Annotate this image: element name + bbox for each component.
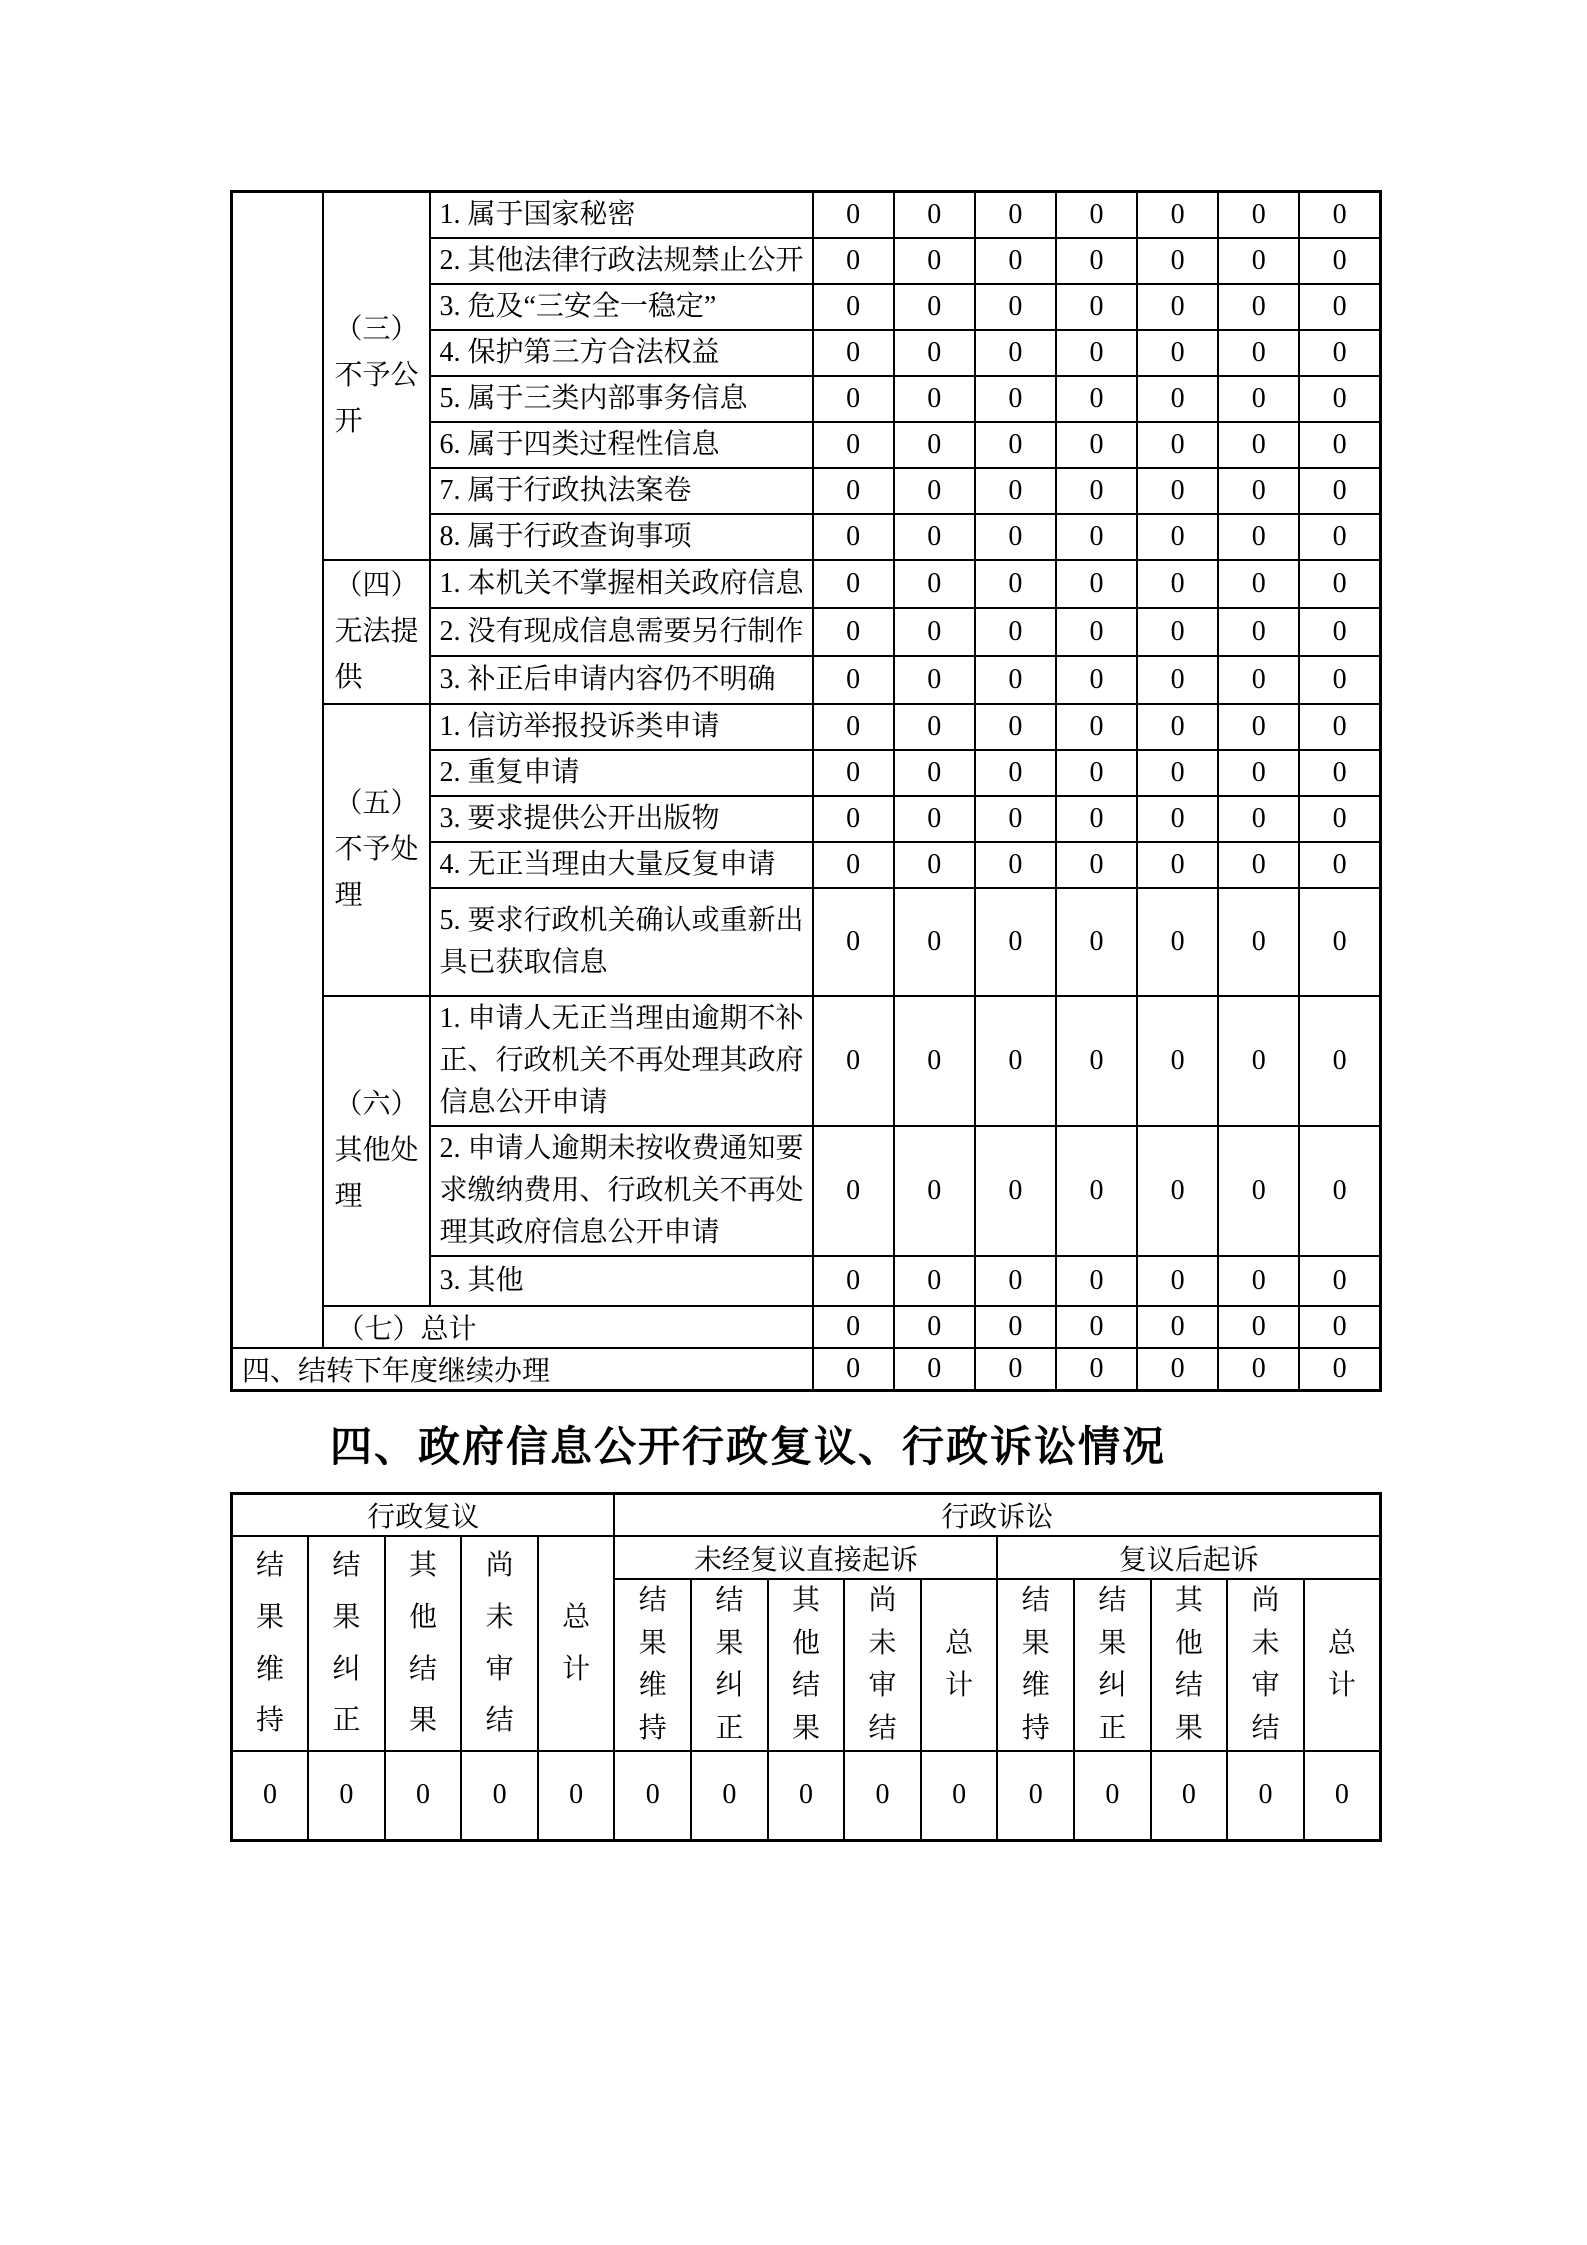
value-cell: 0 bbox=[614, 1751, 691, 1840]
table-row bbox=[232, 1536, 1381, 1579]
table-row bbox=[232, 704, 1381, 750]
column-label: 结果维持 bbox=[1021, 1585, 1050, 1744]
item-cell: 3. 要求提供公开出版物 bbox=[430, 796, 813, 842]
value-cell: 0 bbox=[1218, 468, 1299, 514]
value-cell: 0 bbox=[1056, 468, 1137, 514]
column-label-cell bbox=[385, 1536, 462, 1751]
item-cell: 6. 属于四类过程性信息 bbox=[430, 422, 813, 468]
value-cell: 0 bbox=[975, 192, 1056, 239]
value-cell: 0 bbox=[1137, 1256, 1218, 1306]
column-label: 尚未审结 bbox=[485, 1550, 514, 1737]
column-label: 总计 bbox=[1327, 1627, 1356, 1702]
column-label: 结果纠正 bbox=[715, 1585, 744, 1744]
value-cell: 0 bbox=[1218, 1306, 1299, 1348]
value-cell: 0 bbox=[894, 608, 975, 656]
value-cell: 0 bbox=[1218, 238, 1299, 284]
value-cell: 0 bbox=[1218, 750, 1299, 796]
value-cell: 0 bbox=[1056, 796, 1137, 842]
values-row bbox=[232, 1751, 1381, 1840]
value-cell: 0 bbox=[1137, 376, 1218, 422]
value-cell: 0 bbox=[1218, 996, 1299, 1126]
column-label-cell bbox=[691, 1579, 768, 1751]
value-cell: 0 bbox=[894, 1126, 975, 1256]
column-label: 其他结果 bbox=[791, 1585, 820, 1744]
review-header-cell: 行政复议 bbox=[232, 1494, 615, 1537]
value-cell: 0 bbox=[975, 560, 1056, 608]
column-label-cell bbox=[768, 1579, 845, 1751]
value-cell: 0 bbox=[1056, 560, 1137, 608]
value-cell: 0 bbox=[894, 514, 975, 560]
value-cell: 0 bbox=[1299, 656, 1380, 704]
value-cell: 0 bbox=[813, 376, 894, 422]
total-row bbox=[232, 1306, 1381, 1348]
value-cell: 0 bbox=[894, 704, 975, 750]
value-cell: 0 bbox=[894, 192, 975, 239]
value-cell: 0 bbox=[1056, 238, 1137, 284]
value-cell: 0 bbox=[975, 284, 1056, 330]
value-cell: 0 bbox=[1299, 422, 1380, 468]
item-cell: 4. 保护第三方合法权益 bbox=[430, 330, 813, 376]
value-cell: 0 bbox=[1056, 330, 1137, 376]
value-cell: 0 bbox=[813, 842, 894, 888]
value-cell: 0 bbox=[975, 996, 1056, 1126]
value-cell: 0 bbox=[1137, 1306, 1218, 1348]
item-cell: 5. 属于三类内部事务信息 bbox=[430, 376, 813, 422]
value-cell: 0 bbox=[1137, 750, 1218, 796]
value-cell: 0 bbox=[1137, 1126, 1218, 1256]
value-cell: 0 bbox=[1137, 238, 1218, 284]
value-cell: 0 bbox=[975, 468, 1056, 514]
value-cell: 0 bbox=[813, 422, 894, 468]
value-cell: 0 bbox=[813, 238, 894, 284]
value-cell: 0 bbox=[1218, 330, 1299, 376]
value-cell: 0 bbox=[1137, 192, 1218, 239]
value-cell: 0 bbox=[813, 192, 894, 239]
value-cell: 0 bbox=[813, 1256, 894, 1306]
value-cell: 0 bbox=[1056, 1348, 1137, 1391]
value-cell: 0 bbox=[1056, 422, 1137, 468]
value-cell: 0 bbox=[975, 376, 1056, 422]
value-cell: 0 bbox=[975, 1126, 1056, 1256]
item-cell: 4. 无正当理由大量反复申请 bbox=[430, 842, 813, 888]
table-row bbox=[232, 996, 1381, 1126]
item-cell: 1. 信访举报投诉类申请 bbox=[430, 704, 813, 750]
value-cell: 0 bbox=[1218, 284, 1299, 330]
value-cell: 0 bbox=[1218, 608, 1299, 656]
value-cell: 0 bbox=[1218, 422, 1299, 468]
value-cell: 0 bbox=[1299, 888, 1380, 996]
value-cell: 0 bbox=[1137, 468, 1218, 514]
value-cell: 0 bbox=[813, 330, 894, 376]
value-cell: 0 bbox=[1056, 750, 1137, 796]
value-cell: 0 bbox=[1218, 1126, 1299, 1256]
value-cell: 0 bbox=[232, 1751, 309, 1840]
value-cell: 0 bbox=[308, 1751, 385, 1840]
value-cell: 0 bbox=[975, 422, 1056, 468]
value-cell: 0 bbox=[1299, 238, 1380, 284]
column-label: 结果纠正 bbox=[1098, 1585, 1127, 1744]
value-cell: 0 bbox=[975, 1348, 1056, 1391]
category-cell: （三）不予公开 bbox=[323, 192, 430, 561]
item-cell: 3. 其他 bbox=[430, 1256, 813, 1306]
value-cell: 0 bbox=[1299, 560, 1380, 608]
column-label-cell bbox=[1074, 1579, 1151, 1751]
value-cell: 0 bbox=[1299, 1306, 1380, 1348]
item-cell: 2. 重复申请 bbox=[430, 750, 813, 796]
value-cell: 0 bbox=[461, 1751, 538, 1840]
item-cell: 2. 申请人逾期未按收费通知要求缴纳费用、行政机关不再处理其政府信息公开申请 bbox=[430, 1126, 813, 1256]
category-cell: （四）无法提供 bbox=[323, 560, 430, 704]
value-cell: 0 bbox=[1056, 656, 1137, 704]
value-cell: 0 bbox=[1137, 1348, 1218, 1391]
value-cell: 0 bbox=[1299, 330, 1380, 376]
value-cell: 0 bbox=[894, 560, 975, 608]
value-cell: 0 bbox=[1299, 376, 1380, 422]
column-label: 结果纠正 bbox=[332, 1550, 361, 1737]
value-cell: 0 bbox=[894, 996, 975, 1126]
value-cell: 0 bbox=[1056, 376, 1137, 422]
table-row bbox=[232, 560, 1381, 608]
value-cell: 0 bbox=[1218, 192, 1299, 239]
value-cell: 0 bbox=[1299, 996, 1380, 1126]
value-cell: 0 bbox=[813, 996, 894, 1126]
value-cell: 0 bbox=[894, 888, 975, 996]
value-cell: 0 bbox=[1056, 996, 1137, 1126]
item-cell: 2. 没有现成信息需要另行制作 bbox=[430, 608, 813, 656]
value-cell: 0 bbox=[1056, 1256, 1137, 1306]
value-cell: 0 bbox=[813, 704, 894, 750]
value-cell: 0 bbox=[894, 796, 975, 842]
review-litigation-table-body bbox=[232, 1494, 1381, 1841]
column-label-cell bbox=[844, 1579, 921, 1751]
value-cell: 0 bbox=[768, 1751, 845, 1840]
value-cell: 0 bbox=[975, 750, 1056, 796]
value-cell: 0 bbox=[1218, 704, 1299, 750]
value-cell: 0 bbox=[894, 656, 975, 704]
value-cell: 0 bbox=[975, 796, 1056, 842]
value-cell: 0 bbox=[1056, 1306, 1137, 1348]
value-cell: 0 bbox=[894, 376, 975, 422]
value-cell: 0 bbox=[1151, 1751, 1228, 1840]
value-cell: 0 bbox=[813, 468, 894, 514]
value-cell: 0 bbox=[975, 330, 1056, 376]
column-label: 总计 bbox=[945, 1627, 974, 1702]
item-cell: 1. 申请人无正当理由逾期不补正、行政机关不再处理其政府信息公开申请 bbox=[430, 996, 813, 1126]
value-cell: 0 bbox=[1056, 608, 1137, 656]
value-cell: 0 bbox=[385, 1751, 462, 1840]
column-label-cell bbox=[232, 1536, 309, 1751]
value-cell: 0 bbox=[921, 1751, 998, 1840]
applications-processing-table bbox=[230, 190, 1382, 1392]
value-cell: 0 bbox=[1218, 1256, 1299, 1306]
value-cell: 0 bbox=[997, 1751, 1074, 1840]
column-label: 其他结果 bbox=[408, 1550, 437, 1737]
value-cell: 0 bbox=[1299, 284, 1380, 330]
value-cell: 0 bbox=[975, 842, 1056, 888]
value-cell: 0 bbox=[975, 1256, 1056, 1306]
item-cell: 3. 补正后申请内容仍不明确 bbox=[430, 656, 813, 704]
column-label-cell bbox=[1151, 1579, 1228, 1751]
item-cell: 3. 危及“三安全一稳定” bbox=[430, 284, 813, 330]
value-cell: 0 bbox=[1137, 284, 1218, 330]
value-cell: 0 bbox=[1299, 1348, 1380, 1391]
value-cell: 0 bbox=[1137, 704, 1218, 750]
value-cell: 0 bbox=[1218, 514, 1299, 560]
value-cell: 0 bbox=[813, 796, 894, 842]
value-cell: 0 bbox=[894, 468, 975, 514]
value-cell: 0 bbox=[1218, 796, 1299, 842]
value-cell: 0 bbox=[1056, 514, 1137, 560]
value-cell: 0 bbox=[813, 560, 894, 608]
value-cell: 0 bbox=[894, 284, 975, 330]
carryover-row-label-cell: 四、结转下年度继续办理 bbox=[232, 1348, 813, 1391]
value-cell: 0 bbox=[1299, 1256, 1380, 1306]
value-cell: 0 bbox=[813, 888, 894, 996]
value-cell: 0 bbox=[894, 750, 975, 796]
value-cell: 0 bbox=[1137, 888, 1218, 996]
value-cell: 0 bbox=[813, 1306, 894, 1348]
value-cell: 0 bbox=[813, 514, 894, 560]
item-cell: 5. 要求行政机关确认或重新出具已获取信息 bbox=[430, 888, 813, 996]
value-cell: 0 bbox=[1299, 192, 1380, 239]
value-cell: 0 bbox=[1056, 888, 1137, 996]
value-cell: 0 bbox=[894, 1306, 975, 1348]
column-label: 其他结果 bbox=[1174, 1585, 1203, 1744]
table-row bbox=[232, 1494, 1381, 1537]
item-cell: 8. 属于行政查询事项 bbox=[430, 514, 813, 560]
direct-suit-header-cell: 未经复议直接起诉 bbox=[614, 1536, 997, 1579]
value-cell: 0 bbox=[975, 656, 1056, 704]
value-cell: 0 bbox=[1056, 842, 1137, 888]
column-label: 结果维持 bbox=[256, 1550, 285, 1737]
value-cell: 0 bbox=[1137, 330, 1218, 376]
value-cell: 0 bbox=[1299, 608, 1380, 656]
column-label-cell bbox=[1304, 1579, 1381, 1751]
value-cell: 0 bbox=[1218, 560, 1299, 608]
value-cell: 0 bbox=[1056, 192, 1137, 239]
value-cell: 0 bbox=[1218, 842, 1299, 888]
value-cell: 0 bbox=[813, 608, 894, 656]
litigation-header-cell: 行政诉讼 bbox=[614, 1494, 1380, 1537]
value-cell: 0 bbox=[894, 1348, 975, 1391]
value-cell: 0 bbox=[975, 888, 1056, 996]
category-cell: （五）不予处理 bbox=[323, 704, 430, 996]
column-label: 尚未审结 bbox=[868, 1585, 897, 1744]
value-cell: 0 bbox=[1218, 656, 1299, 704]
column-label-cell bbox=[997, 1579, 1074, 1751]
value-cell: 0 bbox=[1137, 842, 1218, 888]
value-cell: 0 bbox=[813, 656, 894, 704]
column-label: 结果维持 bbox=[638, 1585, 667, 1744]
value-cell: 0 bbox=[813, 284, 894, 330]
value-cell: 0 bbox=[1227, 1751, 1304, 1840]
column-label-cell bbox=[308, 1536, 385, 1751]
value-cell: 0 bbox=[1137, 608, 1218, 656]
value-cell: 0 bbox=[1137, 996, 1218, 1126]
section-heading: 四、政府信息公开行政复议、行政诉讼情况 bbox=[330, 1423, 1167, 1470]
value-cell: 0 bbox=[975, 514, 1056, 560]
review-litigation-table bbox=[230, 1492, 1382, 1842]
value-cell: 0 bbox=[1056, 284, 1137, 330]
value-cell: 0 bbox=[1299, 796, 1380, 842]
value-cell: 0 bbox=[1137, 514, 1218, 560]
value-cell: 0 bbox=[1299, 750, 1380, 796]
value-cell: 0 bbox=[538, 1751, 615, 1840]
value-cell: 0 bbox=[1137, 422, 1218, 468]
column-label-cell bbox=[921, 1579, 998, 1751]
value-cell: 0 bbox=[894, 238, 975, 284]
value-cell: 0 bbox=[975, 704, 1056, 750]
value-cell: 0 bbox=[975, 238, 1056, 284]
value-cell: 0 bbox=[894, 330, 975, 376]
value-cell: 0 bbox=[1218, 1348, 1299, 1391]
value-cell: 0 bbox=[1056, 704, 1137, 750]
item-cell: 1. 本机关不掌握相关政府信息 bbox=[430, 560, 813, 608]
item-cell: 1. 属于国家秘密 bbox=[430, 192, 813, 239]
value-cell: 0 bbox=[1299, 514, 1380, 560]
value-cell: 0 bbox=[975, 1306, 1056, 1348]
item-cell: 2. 其他法律行政法规禁止公开 bbox=[430, 238, 813, 284]
value-cell: 0 bbox=[894, 842, 975, 888]
item-cell: 7. 属于行政执法案卷 bbox=[430, 468, 813, 514]
value-cell: 0 bbox=[813, 750, 894, 796]
value-cell: 0 bbox=[844, 1751, 921, 1840]
total-row-label-cell: （七）总计 bbox=[323, 1306, 813, 1348]
carryover-row bbox=[232, 1348, 1381, 1391]
value-cell: 0 bbox=[813, 1126, 894, 1256]
value-cell: 0 bbox=[813, 1348, 894, 1391]
value-cell: 0 bbox=[975, 608, 1056, 656]
column-label-cell bbox=[1227, 1579, 1304, 1751]
value-cell: 0 bbox=[1299, 842, 1380, 888]
value-cell: 0 bbox=[1056, 1126, 1137, 1256]
column-label-cell bbox=[614, 1579, 691, 1751]
column-label: 总计 bbox=[562, 1601, 591, 1685]
after-review-suit-header-cell: 复议后起诉 bbox=[997, 1536, 1380, 1579]
value-cell: 0 bbox=[1137, 796, 1218, 842]
column-label-cell bbox=[461, 1536, 538, 1751]
column-label: 尚未审结 bbox=[1251, 1585, 1280, 1744]
applications-processing-table-body bbox=[232, 192, 1381, 1391]
value-cell: 0 bbox=[894, 422, 975, 468]
value-cell: 0 bbox=[1299, 468, 1380, 514]
value-cell: 0 bbox=[1218, 888, 1299, 996]
blank-spanner-cell bbox=[232, 192, 323, 1348]
table-row bbox=[232, 192, 1381, 239]
column-label-cell bbox=[538, 1536, 615, 1751]
value-cell: 0 bbox=[1299, 1126, 1380, 1256]
value-cell: 0 bbox=[1304, 1751, 1381, 1840]
value-cell: 0 bbox=[1074, 1751, 1151, 1840]
value-cell: 0 bbox=[1299, 704, 1380, 750]
value-cell: 0 bbox=[1218, 376, 1299, 422]
value-cell: 0 bbox=[894, 1256, 975, 1306]
value-cell: 0 bbox=[1137, 656, 1218, 704]
category-cell: （六）其他处理 bbox=[323, 996, 430, 1306]
value-cell: 0 bbox=[691, 1751, 768, 1840]
value-cell: 0 bbox=[1137, 560, 1218, 608]
